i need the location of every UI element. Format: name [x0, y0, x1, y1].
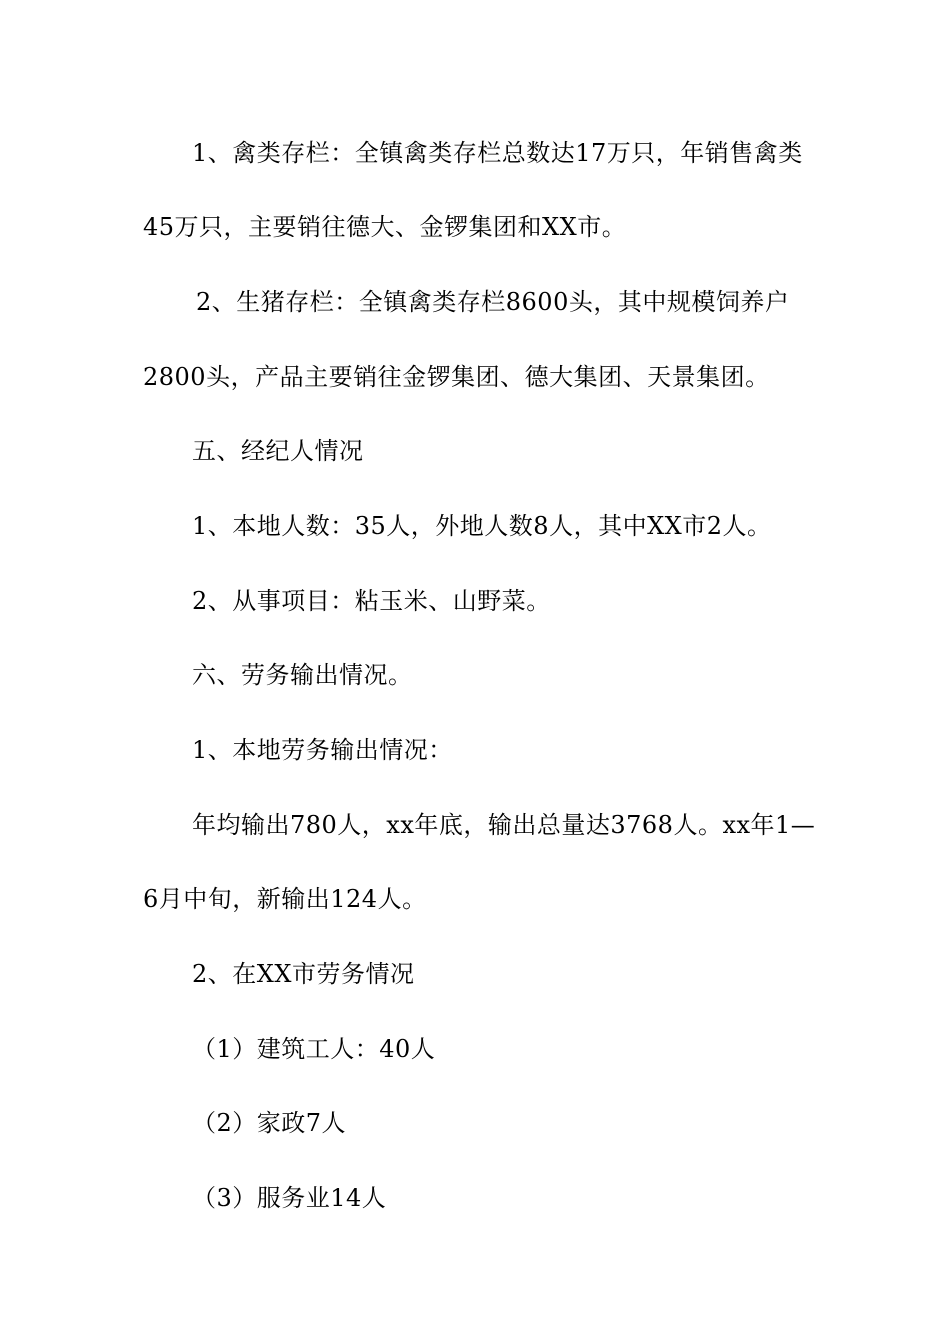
paragraph-labor-export-line-1: 年均输出780人，xx年底，输出总量达3768人。xx年1—	[192, 811, 816, 839]
list-item-housekeeping: （2）家政7人	[192, 1109, 347, 1137]
paragraph-poultry-stock-line-1: 1、禽类存栏：全镇禽类存栏总数达17万只，年销售禽类	[192, 139, 803, 167]
list-item-service-industry: （3）服务业14人	[192, 1184, 387, 1212]
heading-labor-export: 六、劳务输出情况。	[192, 661, 413, 689]
paragraph-labor-export-line-2: 6月中旬，新输出124人。	[143, 885, 427, 913]
paragraph-pig-stock-line-1: 2、生猪存栏：全镇禽类存栏8600头，其中规模饲养户	[196, 288, 790, 316]
paragraph-pig-stock-line-2: 2800头，产品主要销往金锣集团、德大集团、天景集团。	[143, 363, 770, 391]
list-item-construction-workers: （1）建筑工人：40人	[192, 1035, 436, 1063]
subheading-city-labor: 2、在XX市劳务情况	[192, 960, 415, 988]
paragraph-poultry-stock-line-2: 45万只，主要销往德大、金锣集团和XX市。	[143, 213, 627, 241]
paragraph-broker-projects: 2、从事项目：粘玉米、山野菜。	[192, 587, 551, 615]
paragraph-broker-count: 1、本地人数：35人，外地人数8人，其中XX市2人。	[192, 512, 772, 540]
subheading-local-labor-export: 1、本地劳务输出情况：	[192, 736, 453, 764]
heading-brokers: 五、经纪人情况	[192, 437, 364, 465]
